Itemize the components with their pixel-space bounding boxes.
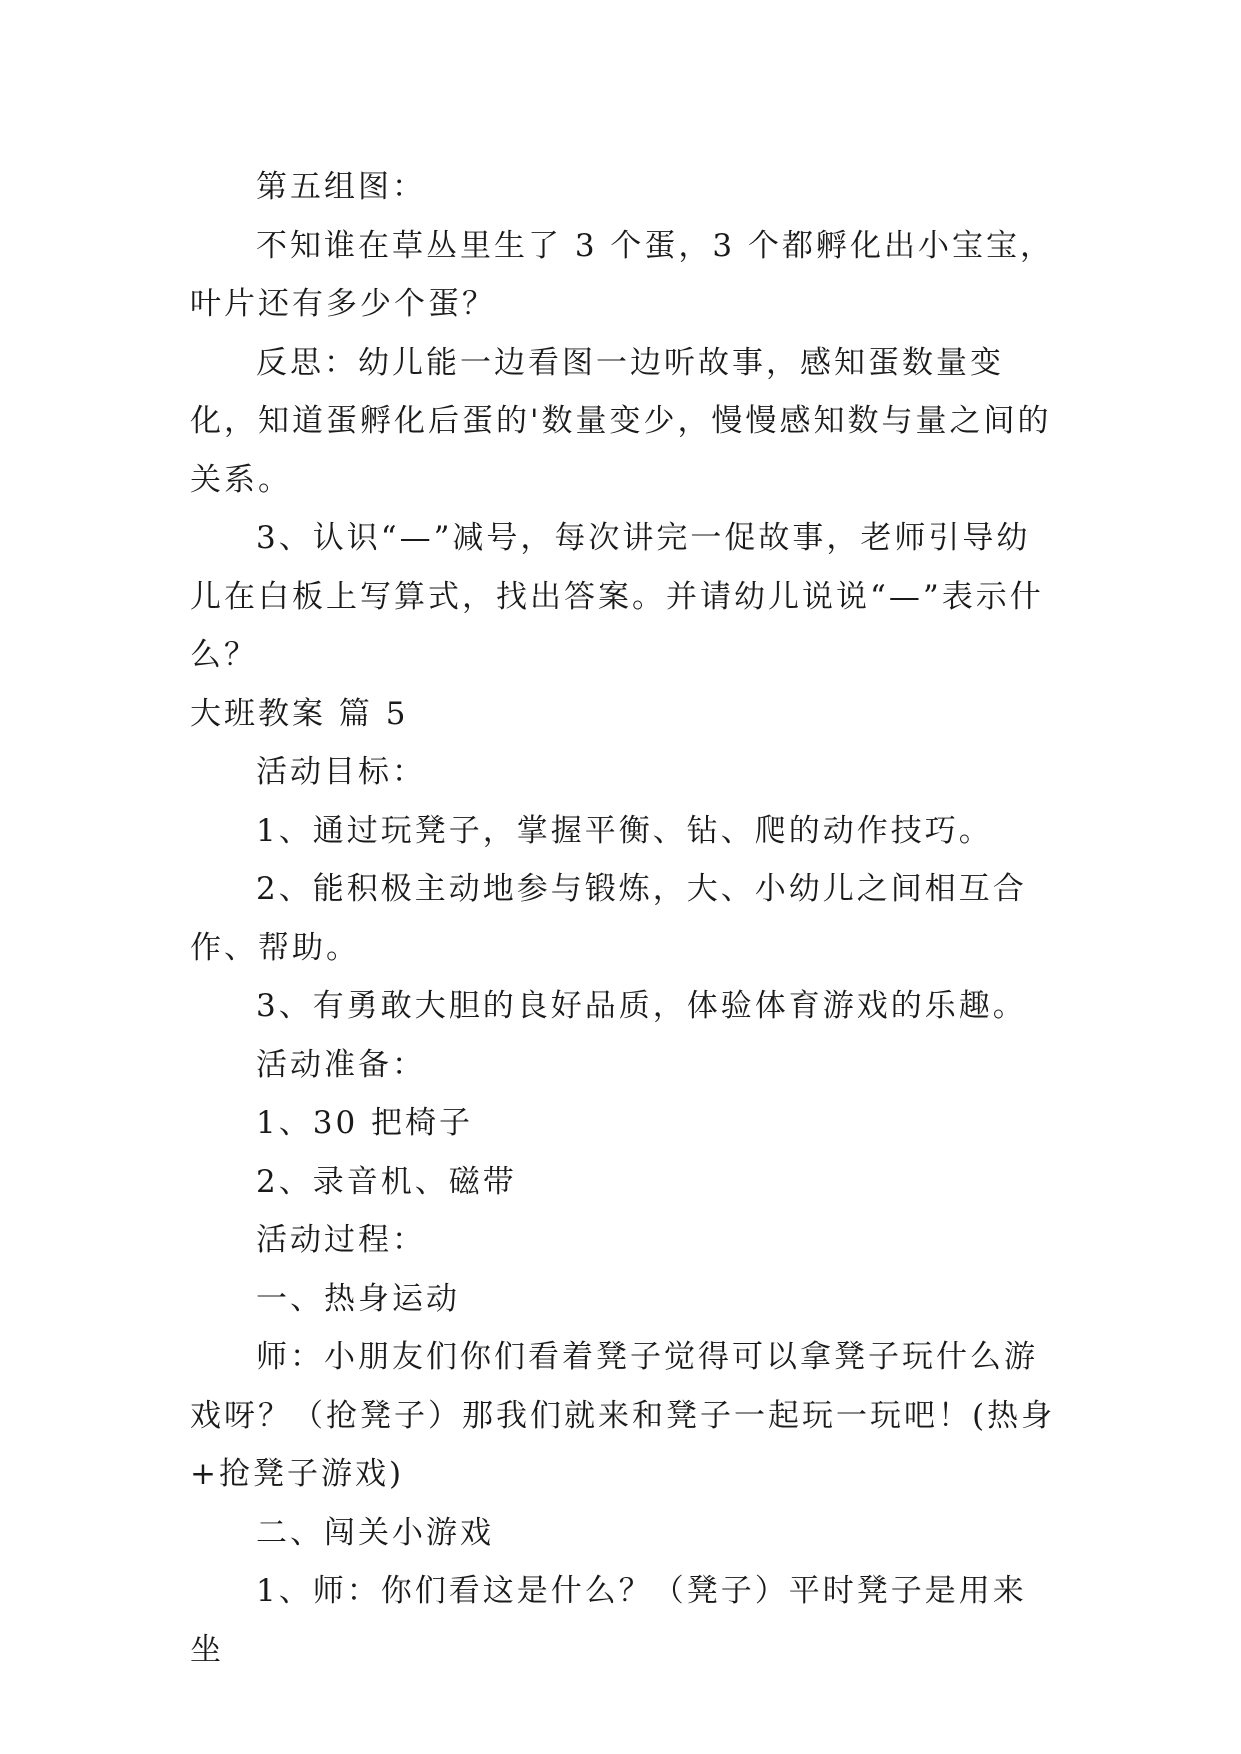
paragraph-group-five-title: 第五组图： xyxy=(256,169,426,205)
paragraph-warmup-heading: 一、热身运动 xyxy=(256,1280,460,1317)
paragraph-minus-sign: 3、认识“—”减号，每次讲完一促故事，老师引导幼儿在白板上写算式，找出答案。并请幼儿说说“—”表示什么？ xyxy=(190,520,1044,673)
paragraph-goal-3: 3、有勇敢大胆的良好品质，体验体育游戏的乐趣。 xyxy=(256,988,1027,1024)
paragraph-eggs-story: 不知谁在草丛里生了 3 个蛋，3 个都孵化出小宝宝，叶片还有多少个蛋？ xyxy=(190,227,1055,322)
paragraph-games-heading: 二、闯关小游戏 xyxy=(256,1514,494,1551)
paragraph-goal-2: 2、能积极主动地参与锻炼，大、小幼儿之间相互合作、帮助。 xyxy=(190,871,1027,966)
paragraph-preparation-1: 1、30 把椅子 xyxy=(256,1105,474,1141)
paragraph-reflection: 反思：幼儿能一边看图一边听故事，感知蛋数量变化，知道蛋孵化后蛋的'数量变少，慢慢感知数与量之间的关系。 xyxy=(190,344,1052,498)
paragraph-process-label: 活动过程： xyxy=(256,1222,426,1258)
paragraph-games-dialogue: 1、师：你们看这是什么？（凳子）平时凳子是用来坐 xyxy=(190,1573,1027,1668)
paragraph-warmup-dialogue: 师：小朋友们你们看着凳子觉得可以拿凳子玩什么游戏呀？（抢凳子）那我们就来和凳子一起玩一玩吧！(热身+抢凳子游戏) xyxy=(190,1339,1056,1492)
document-page xyxy=(190,158,1060,1679)
paragraph-preparation-label: 活动准备： xyxy=(256,1046,426,1083)
section-heading-lesson-5: 大班教案 篇 5 xyxy=(190,695,409,732)
paragraph-activity-goals-label: 活动目标： xyxy=(256,754,426,790)
paragraph-goal-1: 1、通过玩凳子，掌握平衡、钻、爬的动作技巧。 xyxy=(256,812,993,849)
paragraph-preparation-2: 2、录音机、磁带 xyxy=(256,1163,517,1200)
